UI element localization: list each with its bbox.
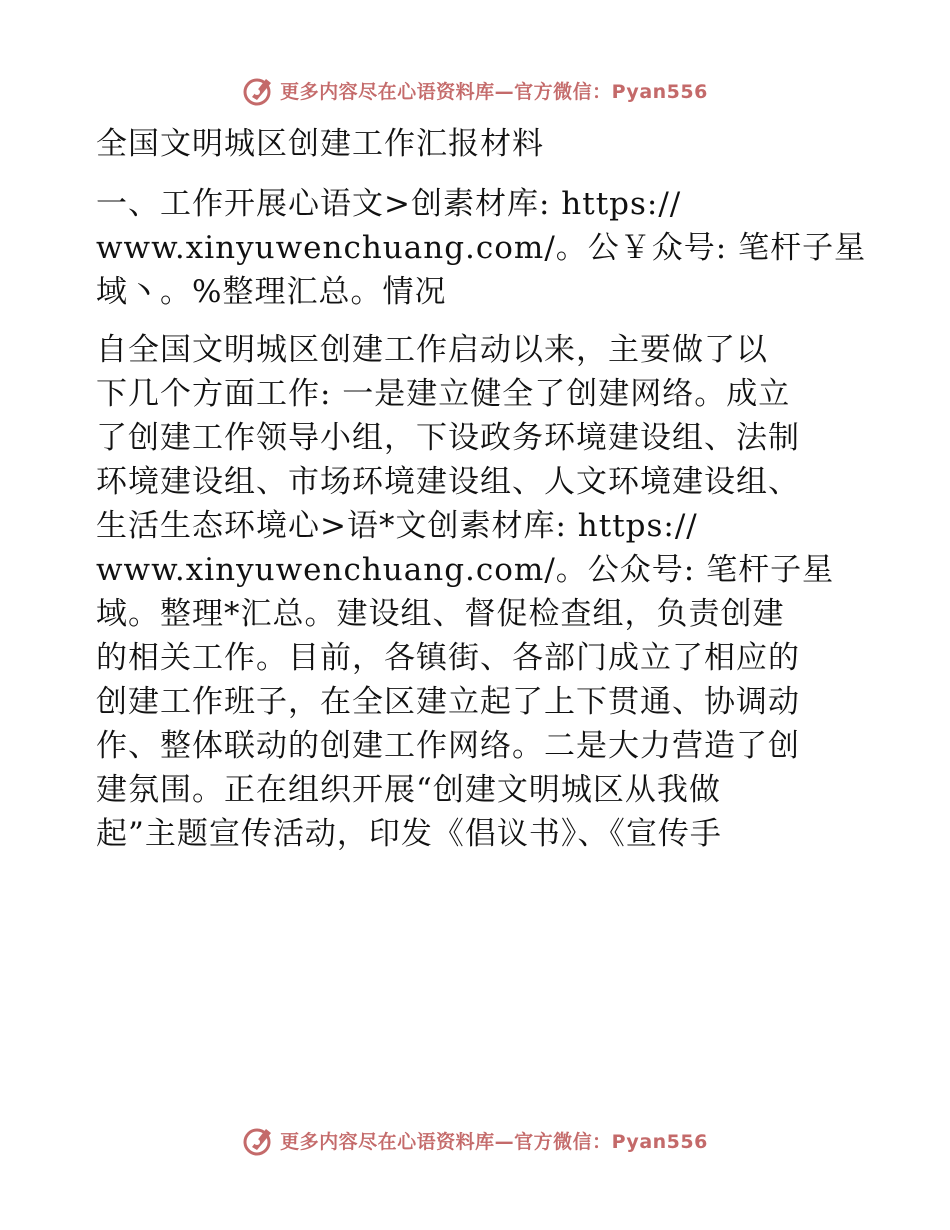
watermark-text: 更多内容尽在心语资料库—官方微信：Pyan556 <box>280 80 708 103</box>
document-body <box>96 122 867 856</box>
watermark-banner-bottom <box>0 1120 950 1160</box>
body-line: 下几个方面工作: 一是建立健全了创建网络。成立 <box>96 376 791 412</box>
body-line: 了创建工作领导小组，下设政务环境建设组、法制 <box>96 420 800 456</box>
document-title: 全国文明城区创建工作汇报材料 <box>96 126 544 162</box>
watermark-text: 更多内容尽在心语资料库—官方微信：Pyan556 <box>280 1130 708 1153</box>
heading-line: 域丶。%整理汇总。情况 <box>96 274 447 310</box>
body-line: 起”主题宣传活动，印发《倡议书》、《宣传手 <box>96 816 722 852</box>
body-paragraph <box>96 328 856 856</box>
body-line: 的相关工作。目前，各镇街、各部门成立了相应的 <box>96 640 800 676</box>
pen-nib-circle-icon <box>242 73 276 107</box>
paragraph-gap <box>96 314 856 328</box>
body-line: 创建工作班子，在全区建立起了上下贯通、协调动 <box>96 684 800 720</box>
heading-line: www.xinyuwenchuang.com/。公￥众号: 笔杆子星 <box>96 230 867 266</box>
body-line: 作、整体联动的创建工作网络。二是大力营造了创 <box>96 728 800 764</box>
section-heading <box>96 182 867 314</box>
watermark-banner-top <box>0 70 950 110</box>
body-line: 自全国文明城区创建工作启动以来，主要做了以 <box>96 332 768 368</box>
body-line: 域。整理*汇总。建设组、督促检查组，负责创建 <box>96 596 785 632</box>
body-line: 建氛围。正在组织开展“创建文明城区从我做 <box>96 772 721 808</box>
body-line: 生活生态环境心>语*文创素材库: https:// <box>96 508 698 544</box>
heading-line: 一、工作开展心语文>创素材库: https:// <box>96 186 682 222</box>
body-line: 环境建设组、市场环境建设组、人文环境建设组、 <box>96 464 800 500</box>
body-line: www.xinyuwenchuang.com/。公众号: 笔杆子星 <box>96 552 835 588</box>
pen-nib-circle-icon <box>242 1123 276 1157</box>
